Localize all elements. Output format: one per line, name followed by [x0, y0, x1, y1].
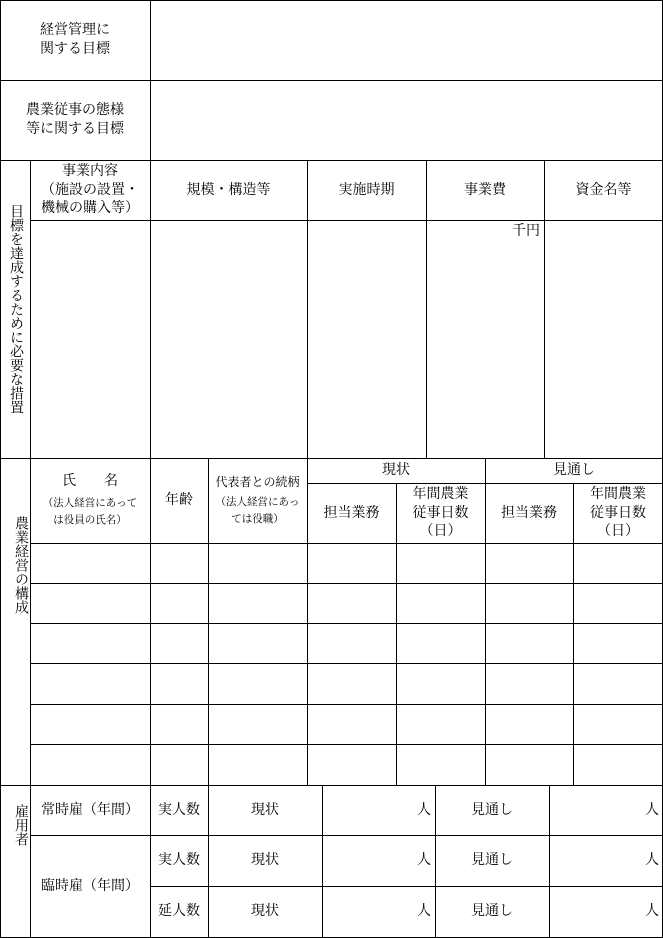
relation-header-title: 代表者との続柄 — [215, 474, 300, 489]
permanent-current-unit[interactable]: 人 — [417, 801, 431, 818]
name-header-title: 氏 名 — [62, 473, 118, 490]
name-header — [30, 458, 150, 543]
measures-header-scale: 規模・構造等 — [186, 181, 271, 198]
temporary-actual-label: 実人数 — [158, 852, 200, 869]
permanent-outlook-label: 見通し — [471, 801, 513, 818]
measures-header-timing: 実施時期 — [338, 181, 395, 198]
cost-unit-label: 千円 — [512, 222, 540, 239]
permanent-actual-label: 実人数 — [158, 801, 200, 818]
age-header: 年齢 — [165, 492, 193, 509]
relation-header — [208, 458, 307, 543]
permanent-label: 常時雇（年間） — [41, 801, 139, 818]
divider — [30, 663, 663, 664]
current-days-header: 年間農業 従事日数 （日） — [412, 485, 469, 540]
composition-section-label: 農業経営の構成 — [13, 516, 29, 614]
measures-header-fund: 資金名等 — [575, 181, 632, 198]
measures-scale-field[interactable] — [151, 221, 307, 458]
relation-header-note: （法人経営にあっ ては役職） — [215, 495, 300, 525]
divider — [30, 543, 663, 544]
employees-section-label: 雇用者 — [13, 804, 29, 846]
current-duty-header: 担当業務 — [323, 504, 380, 521]
outlook-days-header: 年間農業 従事日数 （日） — [590, 485, 646, 540]
temporary-actual-outlook-unit[interactable]: 人 — [645, 852, 659, 869]
temporary-total-label: 延人数 — [158, 903, 200, 920]
divider — [30, 704, 663, 705]
divider — [30, 744, 663, 745]
work-style-goal-label: 農業従事の態様 等に関する目標 — [26, 102, 124, 137]
measures-header-cost: 事業費 — [464, 181, 506, 198]
measures-section-label: 目標を達成するために必要な措置 — [7, 204, 24, 414]
divider — [30, 583, 663, 584]
measures-header-content: 事業内容 （施設の設置・ 機械の購入等） — [41, 162, 139, 217]
temporary-total-outlook-unit[interactable]: 人 — [645, 903, 659, 920]
name-header-note: （法人経営にあって は役員の氏名） — [42, 497, 138, 526]
management-goal-label: 経営管理に 関する目標 — [40, 22, 110, 57]
measures-fund-field[interactable] — [545, 221, 661, 458]
temporary-label: 臨時雇（年間） — [41, 877, 139, 894]
temporary-actual-outlook-label: 見通し — [471, 852, 513, 869]
composition-outlook-header: 見通し — [553, 462, 595, 479]
temporary-total-outlook-label: 見通し — [471, 903, 513, 920]
permanent-outlook-unit[interactable]: 人 — [645, 801, 659, 818]
management-goal-field[interactable] — [151, 1, 661, 79]
measures-timing-field[interactable] — [308, 221, 426, 458]
temporary-total-current-label: 現状 — [251, 903, 279, 920]
temporary-actual-current-unit[interactable]: 人 — [417, 852, 431, 869]
work-style-goal-field[interactable] — [151, 81, 661, 159]
temporary-total-current-unit[interactable]: 人 — [417, 903, 431, 920]
permanent-current-label: 現状 — [251, 801, 279, 818]
outlook-duty-header: 担当業務 — [501, 504, 557, 521]
measures-content-field[interactable] — [31, 221, 150, 458]
measures-cost-field[interactable] — [427, 241, 544, 458]
divider — [30, 623, 663, 624]
temporary-actual-current-label: 現状 — [251, 852, 279, 869]
composition-current-header: 現状 — [382, 462, 410, 479]
